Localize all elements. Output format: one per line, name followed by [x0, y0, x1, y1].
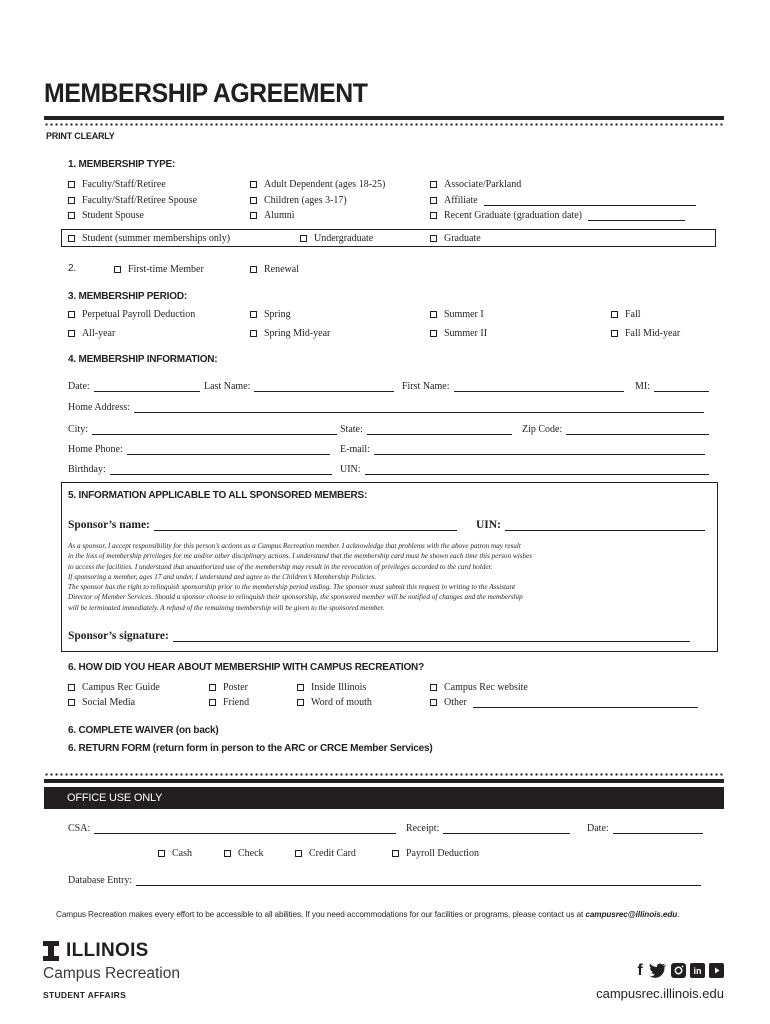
home-phone-line[interactable] — [127, 444, 330, 455]
option-payroll-deduction[interactable]: Perpetual Payroll Deduction — [68, 309, 195, 320]
option-poster[interactable]: Poster — [209, 682, 248, 693]
last-name-field[interactable]: Last Name: — [204, 381, 397, 392]
receipt-field[interactable]: Receipt: — [406, 823, 573, 834]
checkbox[interactable] — [250, 330, 257, 337]
sponsor-uin-line[interactable] — [505, 520, 705, 531]
checkbox[interactable] — [250, 311, 257, 318]
checkbox[interactable] — [68, 235, 75, 242]
sponsored-members-heading: 5. INFORMATION APPLICABLE TO ALL SPONSORED MEMBERS: — [68, 490, 368, 501]
office-use-label: OFFICE USE ONLY — [67, 792, 163, 804]
checkbox[interactable] — [114, 266, 121, 273]
dotted-divider — [44, 773, 724, 776]
checkbox[interactable] — [68, 311, 75, 318]
checkbox[interactable] — [209, 684, 216, 691]
accessibility-statement: Campus Recreation makes every effort to be accessible to all abilities. If you need accommodations for our facilities or programs, please contact us at campusrec@illinois.edu. — [56, 910, 680, 919]
checkbox[interactable] — [68, 212, 75, 219]
payment-credit-card[interactable]: Credit Card — [295, 848, 356, 859]
city-line[interactable] — [92, 424, 337, 435]
graduation-date-line[interactable] — [588, 211, 685, 221]
checkbox[interactable] — [611, 311, 618, 318]
office-date-field[interactable]: Date: — [587, 823, 706, 834]
youtube-icon[interactable] — [709, 963, 724, 978]
campus-recreation-wordmark: Campus Recreation — [43, 965, 180, 982]
checkbox[interactable] — [209, 699, 216, 706]
checkbox[interactable] — [300, 235, 307, 242]
return-form-step: 6. RETURN FORM (return form in person to the ARC or CRCE Member Services) — [68, 743, 433, 754]
page-title: MEMBERSHIP AGREEMENT — [44, 78, 368, 108]
sponsor-agreement-text: As a sponsor, I accept responsibility for this person’s actions as a Campus Recreation member. I acknowledge that problems with the above patron may result in the loss of membership privileges for me and/or other disciplinary actions. I understand that the membership card must be shown each time this person wishes to access the facilities. I understand that unauthorized use of the membership may result in the revocation of privileges accorded to the card holder. If sponsoring a member, ages 17 and under, I understand and agree to the Children’s Membership Policies. The sponsor has the right to relinquish sponsorship prior to the membership period ending. The sponsor must submit this request in writing to the Assistant Director of Member Services. Should a sponsor choose to relinquish their sponsorship, the sponsored member will be notified of changes and the membership will be terminated immediately. A refund of the remaining membership will be given to the sponsored member. — [68, 542, 533, 612]
date-field[interactable]: Date: — [68, 381, 203, 392]
option-friend[interactable]: Friend — [209, 697, 249, 708]
option-undergraduate[interactable]: Undergraduate — [300, 233, 373, 244]
checkbox[interactable] — [430, 197, 437, 204]
checkbox[interactable] — [68, 330, 75, 337]
checkbox[interactable] — [295, 850, 302, 857]
option-summer-2[interactable]: Summer II — [430, 328, 487, 339]
payment-payroll-deduction[interactable]: Payroll Deduction — [392, 848, 479, 859]
first-name-field[interactable]: First Name: — [402, 381, 627, 392]
option-spring-mid-year[interactable]: Spring Mid-year — [250, 328, 330, 339]
option-recent-graduate[interactable]: Recent Graduate (graduation date) — [430, 210, 685, 221]
office-rule — [44, 779, 724, 783]
checkbox[interactable] — [250, 197, 257, 204]
checkbox[interactable] — [68, 181, 75, 188]
first-name-line[interactable] — [454, 381, 624, 392]
contact-email-link[interactable]: campusrec@illinois.edu — [585, 910, 678, 919]
database-entry-line[interactable] — [136, 875, 701, 886]
option-children[interactable]: Children (ages 3-17) — [250, 195, 347, 206]
email-line[interactable] — [374, 444, 705, 455]
home-address-line[interactable] — [134, 402, 704, 413]
checkbox[interactable] — [430, 699, 437, 706]
student-affairs-label: STUDENT AFFAIRS — [43, 990, 127, 1000]
facebook-icon[interactable]: f — [637, 961, 643, 979]
checkbox[interactable] — [392, 850, 399, 857]
sponsor-name-line[interactable] — [154, 520, 457, 531]
option-all-year[interactable]: All-year — [68, 328, 115, 339]
option-campus-rec-website[interactable]: Campus Rec website — [430, 682, 528, 693]
title-rule — [44, 116, 724, 120]
checkbox[interactable] — [68, 684, 75, 691]
database-entry-field[interactable]: Database Entry: — [68, 875, 704, 886]
sponsor-uin-field[interactable]: UIN: — [476, 519, 708, 531]
option-fall-mid-year[interactable]: Fall Mid-year — [611, 328, 680, 339]
mi-line[interactable] — [654, 381, 709, 392]
checkbox[interactable] — [430, 330, 437, 337]
checkbox[interactable] — [68, 699, 75, 706]
option-first-time[interactable]: First-time Member — [114, 264, 204, 275]
option-inside-illinois[interactable]: Inside Illinois — [297, 682, 366, 693]
option-word-of-mouth[interactable]: Word of mouth — [297, 697, 372, 708]
checkbox[interactable] — [611, 330, 618, 337]
membership-period-heading: 3. MEMBERSHIP PERIOD: — [68, 291, 187, 302]
uin-field[interactable]: UIN: — [340, 464, 712, 475]
checkbox[interactable] — [224, 850, 231, 857]
option-other[interactable]: Other — [430, 697, 698, 708]
city-field[interactable]: City: — [68, 424, 340, 435]
option-campus-rec-guide[interactable]: Campus Rec Guide — [68, 682, 160, 693]
checkbox[interactable] — [430, 311, 437, 318]
receipt-line[interactable] — [443, 823, 570, 834]
state-field[interactable]: State: — [340, 424, 515, 435]
checkbox[interactable] — [430, 212, 437, 219]
checkbox[interactable] — [430, 235, 437, 242]
option-faculty-spouse[interactable]: Faculty/Staff/Retiree Spouse — [68, 195, 197, 206]
how-did-you-hear-heading: 6. HOW DID YOU HEAR ABOUT MEMBERSHIP WITH CAMPUS RECREATION? — [68, 662, 424, 673]
print-clearly-note: PRINT CLEARLY — [46, 131, 115, 141]
uin-line[interactable] — [365, 464, 709, 475]
checkbox[interactable] — [297, 684, 304, 691]
block-i-logo-icon — [43, 941, 59, 961]
checkbox[interactable] — [250, 212, 257, 219]
mi-field[interactable]: MI: — [635, 381, 712, 392]
membership-info-heading: 4. MEMBERSHIP INFORMATION: — [68, 354, 218, 365]
dotted-divider — [44, 123, 724, 126]
section-2-number: 2. — [68, 263, 76, 274]
twitter-icon[interactable] — [649, 963, 667, 978]
checkbox[interactable] — [430, 181, 437, 188]
affiliate-line[interactable] — [484, 196, 696, 206]
checkbox[interactable] — [430, 684, 437, 691]
option-faculty-staff[interactable]: Faculty/Staff/Retiree — [68, 179, 166, 190]
birthday-line[interactable] — [110, 464, 332, 475]
other-line[interactable] — [473, 698, 698, 708]
option-student-spouse[interactable]: Student Spouse — [68, 210, 144, 221]
zip-line[interactable] — [566, 424, 709, 435]
option-spring[interactable]: Spring — [250, 309, 291, 320]
payment-check[interactable]: Check — [224, 848, 264, 859]
checkbox[interactable] — [297, 699, 304, 706]
email-field[interactable]: E-mail: — [340, 444, 708, 455]
office-date-line[interactable] — [613, 823, 703, 834]
option-graduate[interactable]: Graduate — [430, 233, 481, 244]
payment-cash[interactable]: Cash — [158, 848, 192, 859]
instagram-icon[interactable] — [671, 963, 686, 978]
option-social-media[interactable]: Social Media — [68, 697, 135, 708]
sponsor-signature-line[interactable] — [173, 631, 690, 642]
zip-field[interactable]: Zip Code: — [522, 424, 712, 435]
home-phone-field[interactable]: Home Phone: — [68, 444, 333, 455]
option-student-summer[interactable]: Student (summer memberships only) — [68, 233, 230, 244]
complete-waiver-step: 6. COMPLETE WAIVER (on back) — [68, 725, 219, 736]
option-adult-dependent[interactable]: Adult Dependent (ages 18-25) — [250, 179, 385, 190]
social-links — [635, 963, 724, 978]
sponsor-signature-field[interactable]: Sponsor’s signature: — [68, 630, 693, 642]
checkbox[interactable] — [158, 850, 165, 857]
csa-field[interactable]: CSA: — [68, 823, 399, 834]
date-line[interactable] — [94, 381, 200, 392]
option-renewal[interactable]: Renewal — [250, 264, 299, 275]
option-alumni[interactable]: Alumni — [250, 210, 295, 221]
website-url[interactable]: campusrec.illinois.edu — [596, 986, 724, 1001]
option-affiliate[interactable]: Affiliate — [430, 195, 696, 206]
sponsor-name-field[interactable]: Sponsor’s name: — [68, 519, 460, 531]
home-address-field[interactable]: Home Address: — [68, 402, 707, 413]
linkedin-icon[interactable]: in — [690, 963, 705, 978]
option-summer-1[interactable]: Summer I — [430, 309, 484, 320]
checkbox[interactable] — [68, 197, 75, 204]
option-associate-parkland[interactable]: Associate/Parkland — [430, 179, 521, 190]
illinois-wordmark: ILLINOIS — [66, 940, 149, 961]
membership-type-heading: 1. MEMBERSHIP TYPE: — [68, 159, 176, 170]
birthday-field[interactable]: Birthday: — [68, 464, 335, 475]
checkbox[interactable] — [250, 266, 257, 273]
last-name-line[interactable] — [254, 381, 394, 392]
option-fall[interactable]: Fall — [611, 309, 641, 320]
checkbox[interactable] — [250, 181, 257, 188]
state-line[interactable] — [367, 424, 512, 435]
csa-line[interactable] — [94, 823, 396, 834]
